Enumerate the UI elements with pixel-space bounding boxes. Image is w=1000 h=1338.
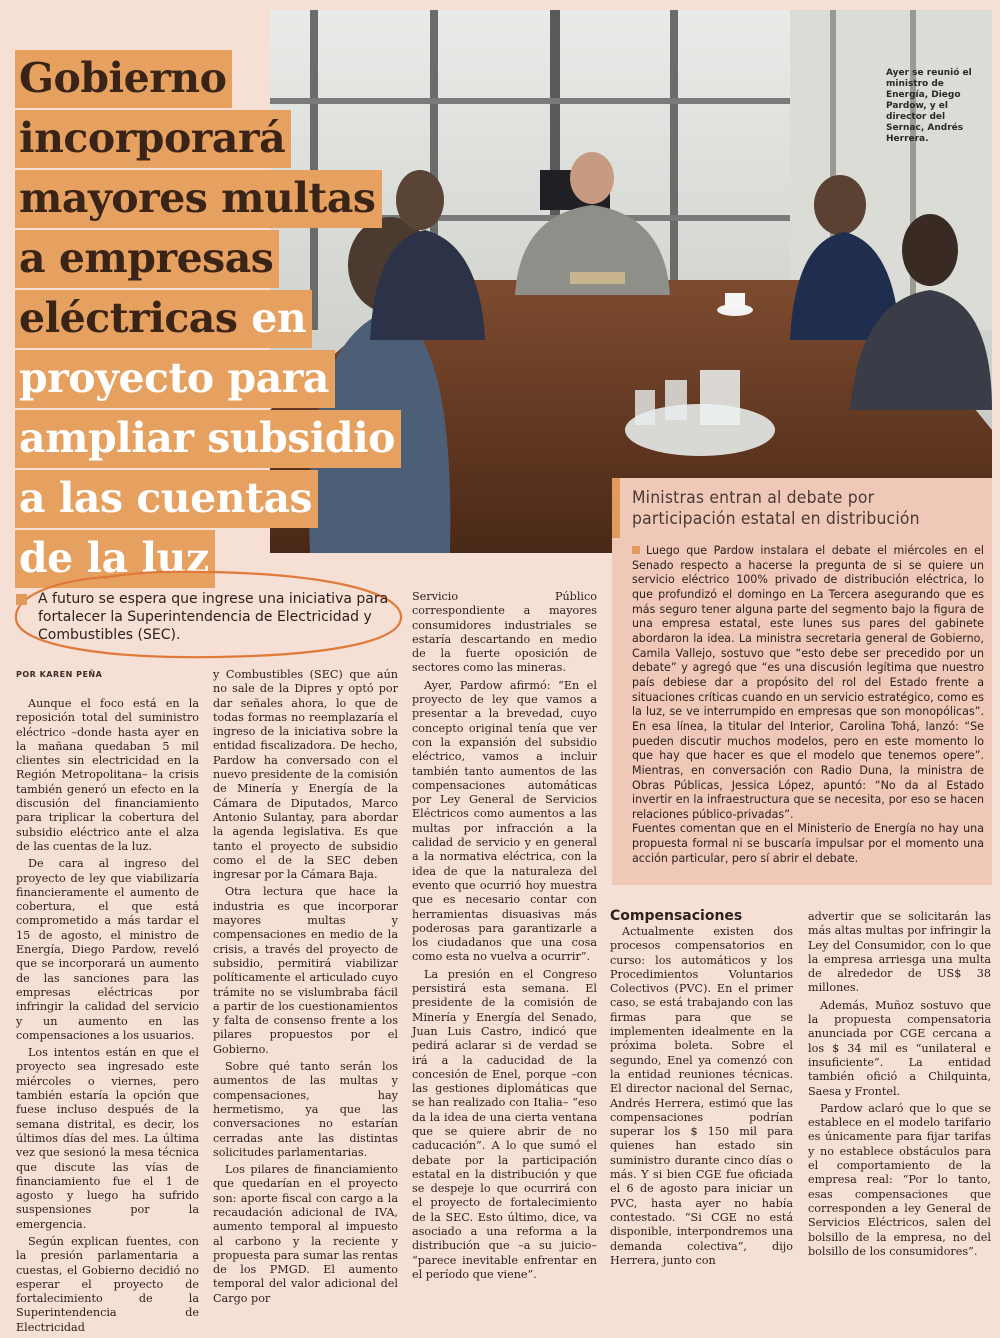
headline-line: a las cuentas — [15, 470, 425, 530]
article-column-5 — [808, 910, 991, 1262]
headline-line: ampliar subsidio — [15, 410, 425, 470]
square-bullet-icon — [632, 546, 640, 554]
byline: POR KAREN PEÑA — [16, 670, 103, 679]
headline-line: de la luz — [15, 530, 425, 590]
sidebar-accent-bar — [612, 478, 620, 538]
paragraph: advertir que se solicitarán las más altas multas por infringir la Ley del Consumidor, con lo que la empresa arriesga una multa de alrededor de US$ 38 millones. — [808, 910, 991, 995]
headline-line: Gobierno — [15, 50, 425, 110]
article-column-4 — [610, 925, 793, 1271]
headline-line: proyecto para — [15, 350, 425, 410]
sidebar-box — [612, 478, 992, 885]
headline-line: incorporará — [15, 110, 425, 170]
paragraph: Servicio Público correspondiente a mayores consumidores industriales se estaría descartando en medio de la fuerte oposición de sectores como las mineras. — [412, 590, 597, 675]
headline — [15, 50, 425, 590]
paragraph: De cara al ingreso del proyecto de ley que viabilizaría financieramente el aumento de cobertura, el que está comprometido a más tardar el 15 de agosto, el ministro de Energía, Diego Pardow, reveló que se incorporará un aumento de las sanciones para las empresas eléctricas por infringir la calidad del servicio y un aumento en las compensaciones a los usuarios. — [16, 857, 199, 1042]
headline-line: mayores multas — [15, 170, 425, 230]
paragraph: Actualmente existen dos procesos compensatorios en curso: los automáticos y los Procedimientos Voluntarios Colectivos (PVC). En el primer caso, se está trabajando con las firmas para que se implementen idealmente en la próxima boleta. Sobre el segundo, Enel ya comenzó con la entidad reuniones técnicas. El director nacional del Sernac, Andrés Herrera, estimó que las compensaciones podrían superar los $ 150 mil para quienes han estado sin suministro durante cinco días o más. Y si bien CGE fue oficiada el 6 de agosto para iniciar un PVC, hasta ayer no había contestado. “Si CGE no está disponible, interpondremos una demanda colectiva”, dijo Herrera, junto con — [610, 925, 793, 1267]
sidebar-paragraph: Fuentes comentan que en el Ministerio de Energía no hay una propuesta formal ni se buscaría impulsar por el momento una acción particular, pero sí abrir el debate. — [632, 822, 984, 865]
paragraph: Además, Muñoz sostuvo que la propuesta compensatoria anunciada por CGE cercana a los $ 34 mil es “unilateral e insuficiente”. La entidad también ofició a Chilquinta, Saesa y Frontel. — [808, 998, 991, 1098]
headline-line: eléctricas en — [15, 290, 425, 350]
paragraph: Los intentos están en que el proyecto sea ingresado este miércoles o viernes, pero también estaría la opción que fuese incluso después de la semana distrital, es decir, los últimos días del mes. La última vez que sesionó la mesa técnica que discute las vías de financiamiento fue el 1 de agosto y luego ha sufrido suspensiones por la emergencia. — [16, 1046, 199, 1231]
paragraph: Pardow aclaró que lo que se establece en el modelo tarifario es únicamente para fijar tarifas y no establece obstáculos para el comportamiento de la empresa real: “Por lo tanto, esas compensaciones que corresponden a ley General de Servicios Eléctricos, salen del bolsillo de la empresa, no del bolsillo de los consumidores”. — [808, 1101, 991, 1258]
paragraph: Los pilares de financiamiento que quedarían en el proyecto son: aporte fiscal con cargo a la recaudación adicional de IVA, aumento temporal al impuesto al carbono y la reciente y propuesta para sumar las rentas de los PMGD. El aumento temporal del valor adicional del Cargo por — [213, 1163, 398, 1305]
article-column-3 — [412, 590, 597, 1285]
article-column-1 — [16, 697, 199, 1338]
paragraph: y Combustibles (SEC) que aún no sale de la Dipres y optó por dar señales ahora, lo que de todas formas no reemplazaría el ingreso de la iniciativa sobre la entidad fiscalizadora. De hecho, Pardow ha conversado con el nuevo presidente de la comisión de Minería y Energía de la Cámara de Diputados, Marco Antonio Sulantay, para abordar la agenda legislativa. Es que tanto el proyecto de subsidio como el de la SEC deben ingresar por la Cámara Baja. — [213, 668, 398, 882]
paragraph: Según explican fuentes, con la presión parlamentaria a cuestas, el Gobierno decidió no esperar el proyecto de fortalecimiento de la Superintendencia de Electricidad — [16, 1234, 199, 1334]
lead-text: A futuro se espera que ingrese una iniciativa para fortalecer la Superintendencia de Electricidad y Combustibles (SEC). — [38, 591, 389, 643]
sidebar-body — [632, 544, 984, 866]
paragraph: Aunque el foco está en la reposición total del suministro eléctrico –donde hasta ayer en la mañana quedaban 5 mil clientes sin electricidad en la Región Metropolitana– la crisis también generó un efecto en la discusión del financiamiento para triplicar la cobertura del subsidio eléctrico ante el alza de las cuentas de la luz. — [16, 697, 199, 853]
photo-caption: Ayer se reunió el ministro de Energía, Diego Pardow, y el director del Sernac, Andrés Herrera. — [886, 68, 972, 144]
section-subhead: Compensaciones — [610, 908, 743, 924]
article-column-2 — [213, 668, 398, 1309]
paragraph: Sobre qué tanto serán los aumentos de las multas y compensaciones, hay hermetismo, ya que las conversaciones no estarían cerradas ante las distintas solicitudes parlamentarias. — [213, 1060, 398, 1159]
paragraph: Otra lectura que hace la industria es que incorporar mayores multas y compensaciones en medio de la crisis, a través del proyecto de subsidio, permitirá viabilizar políticamente el articulado cuyo trámite no se vislumbraba fácil a partir de los cuestionamientos y falta de consenso frente a los pilares propuestos por el Gobierno. — [213, 885, 398, 1056]
paragraph: Ayer, Pardow afirmó: “En el proyecto de ley que vamos a presentar a la brevedad, cuyo concepto original tenía que ver con la expansión del subsidio eléctrico, vamos a incluir también tanto aumentos de las compensaciones automáticas por Ley General de Servicios Eléctricos como aumentos a las multas por infracción a la calidad de servicio y en general a la normativa eléctrica, con la idea de que la naturaleza del evento que ocurrió hoy muestra que es necesario contar con herramientas disuasivas más poderosas para garantizarle a los ciudadanos que una cosa como esta no vuelva a ocurrir”. — [412, 678, 597, 964]
sidebar-title: Ministras entran al debate por participación estatal en distribución — [632, 488, 920, 529]
paragraph: La presión en el Congreso persistirá esta semana. El presidente de la comisión de Minería y Energía del Senado, Juan Luis Castro, indicó que pedirá aclarar si de verdad se irá a la caducidad de la concesión de Enel, porque –con las gestiones diplomáticas que se han realizado con Italia– “eso da la idea de una cierta ventana que se quiere abrir de no caducación”. A lo que sumó el debate por la participación estatal en la distribución y que se despeje lo que ocurrirá con el proyecto de fortalecimiento de la SEC. Esto último, dice, va asociado a una reforma a la distribución que –a su juicio– “parece inevitable enfrentar en el período que viene”. — [412, 967, 597, 1281]
headline-line: a empresas — [15, 230, 425, 290]
square-bullet-icon — [16, 594, 27, 605]
sidebar-paragraph: Luego que Pardow instalara el debate el miércoles en el Senado respecto a hacerse la pregunta de si se quiere un servicio eléctrico 100% privado de distribución eléctrica, lo que profundizó el domingo en La Tercera asegurando que es más seguro tener alguna parte del segmento bajo la figura de una empresa estatal, este lunes sus pares del gabinete abordaron la idea. La ministra secretaria general de Gobierno, Camila Vallejo, sostuvo que “esto debe ser precedido por un debate” y agregó que “es una discusión legítima que nuestro país debiese dar a propósito del rol del Estado frente a situaciones críticas cuando en un servicio estratégico, como es la luz, se ve interrumpido en empresas que son monopólicas”. En esa línea, la titular del Interior, Carolina Tohá, lanzó: “Se pueden discutir muchos modelos, pero en este momento lo que hay que hacer es que el modelo que tenemos opere”. Mientras, en conversación con Radio Duna, la ministra de Obras Públicas, Jessica López, apuntó: “No da al Estado invertir en la infraestructura que se necesita, por eso se hacen relaciones público-privadas”. — [632, 544, 984, 821]
